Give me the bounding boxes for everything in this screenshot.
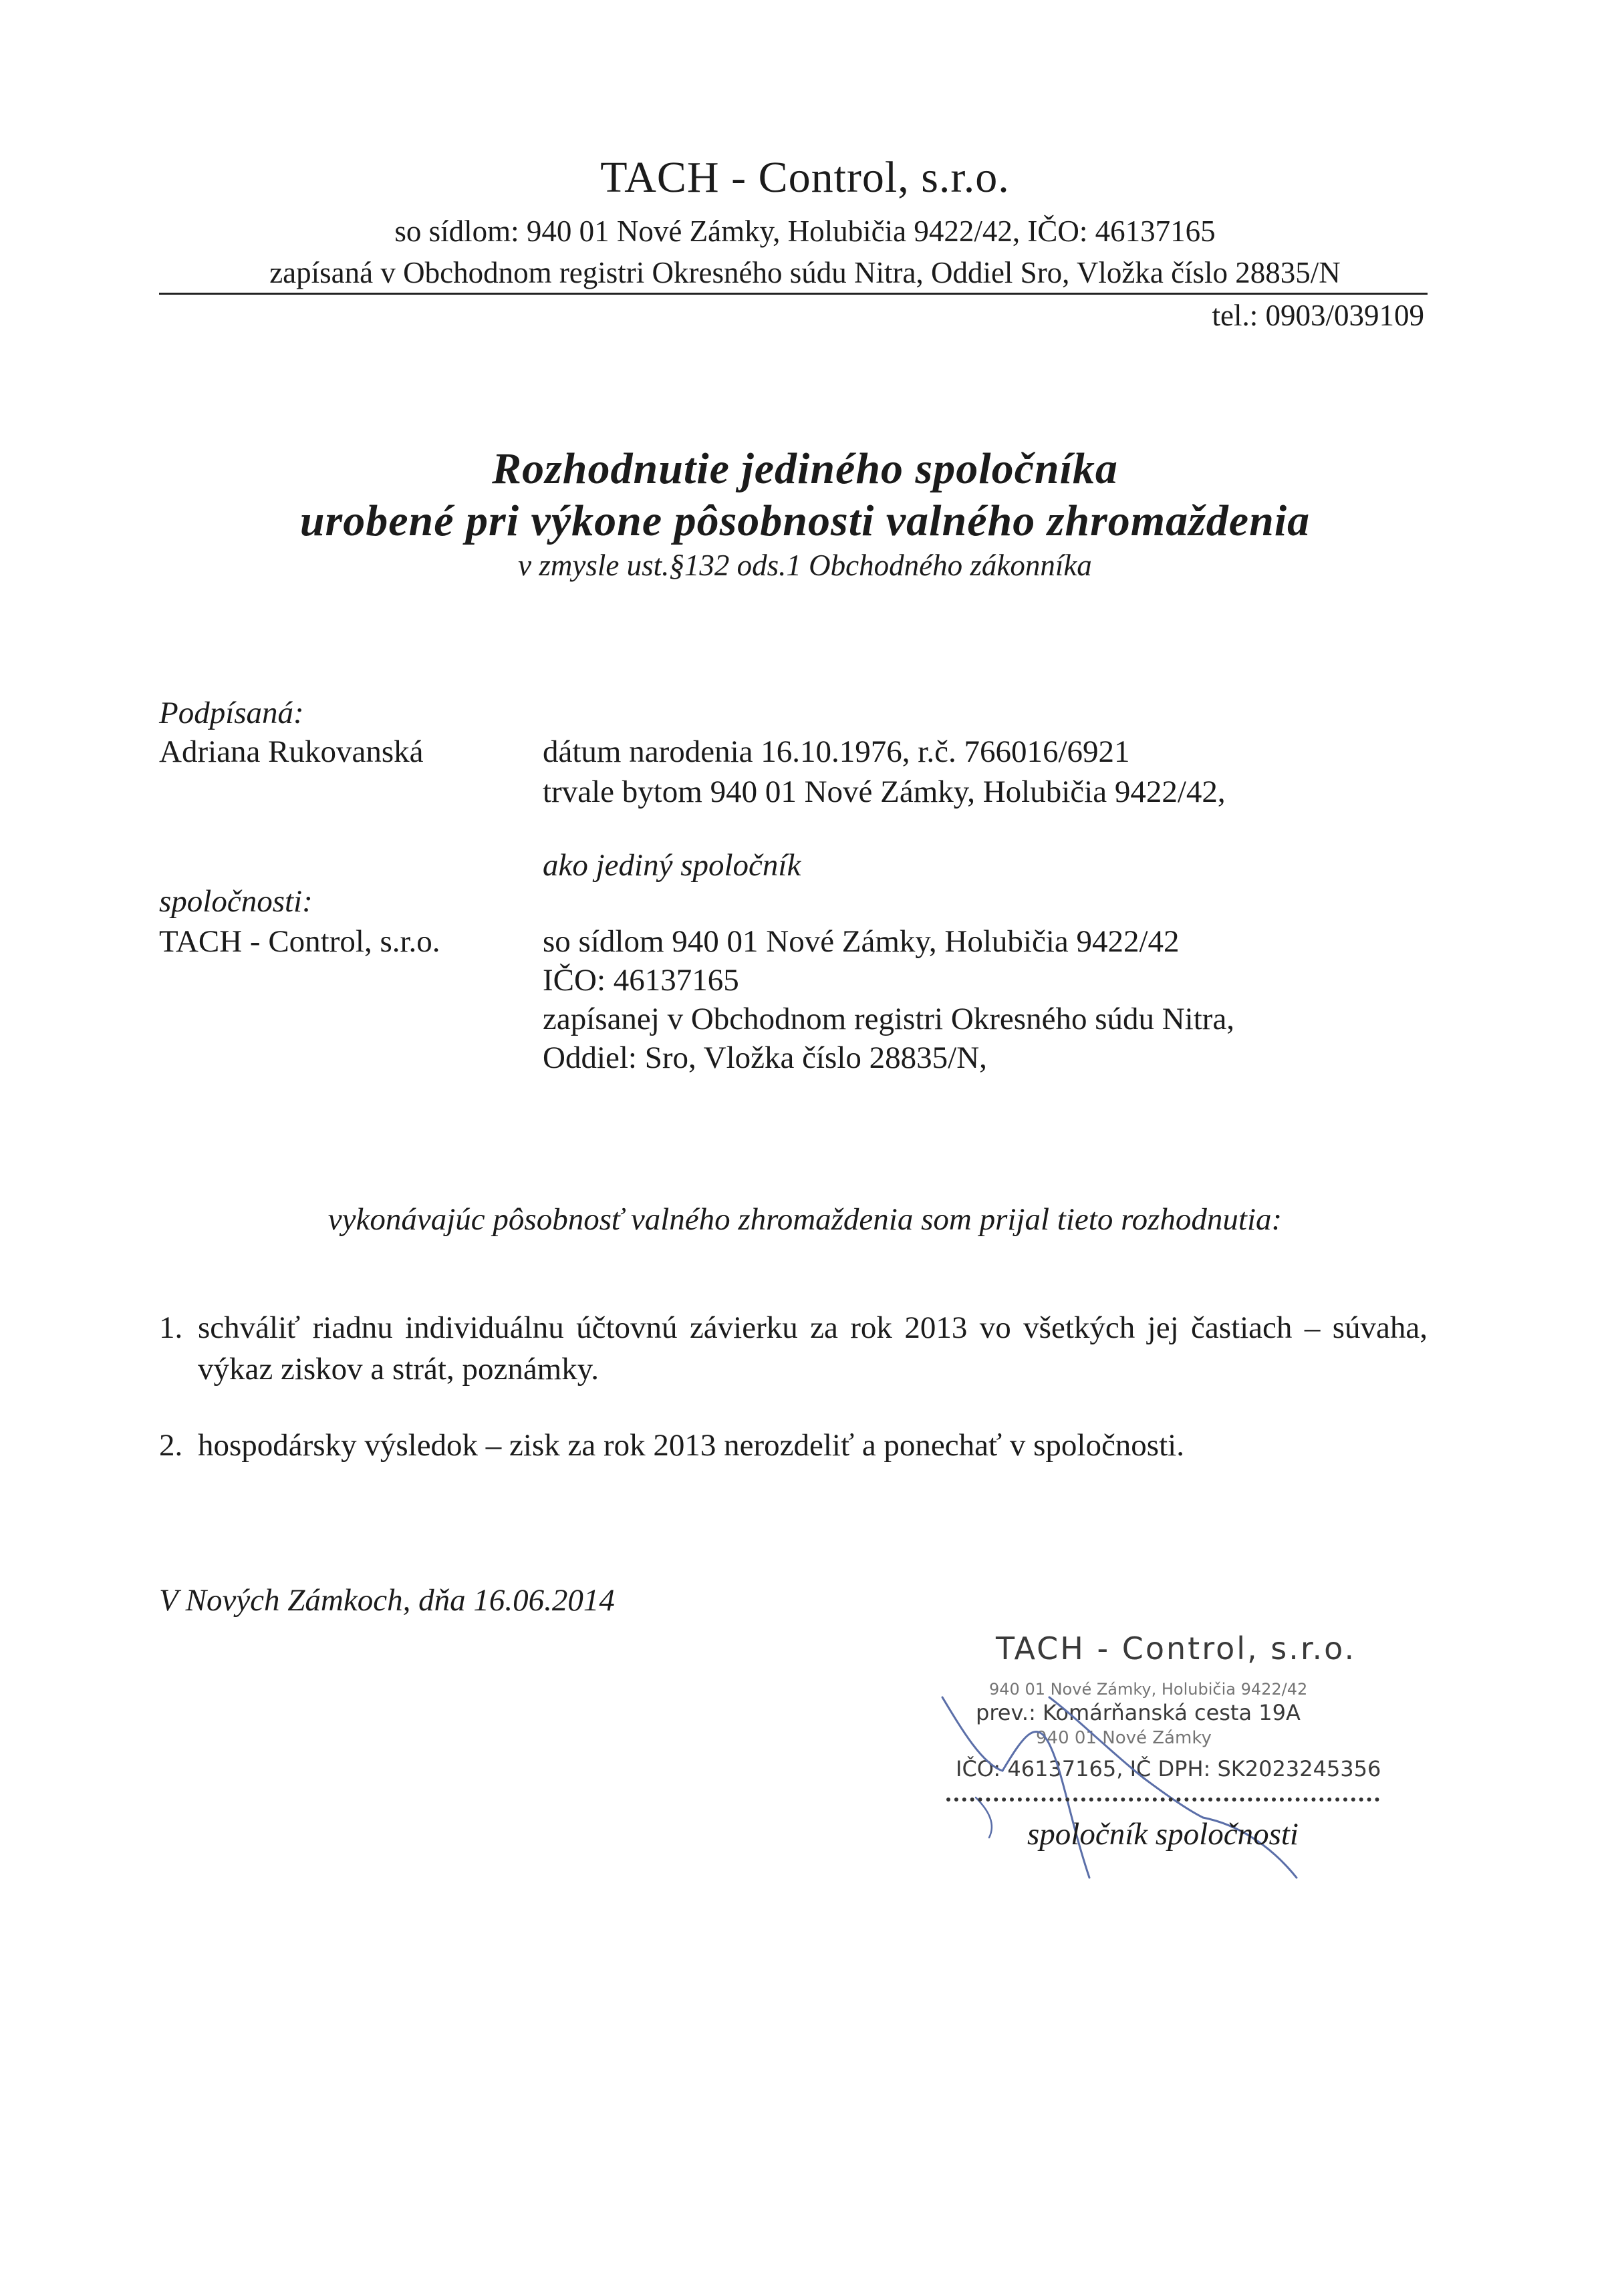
resolution-text: hospodársky výsledok – zisk za rok 2013 nerozdeliť a ponechať v spoločnosti. bbox=[198, 1428, 1184, 1463]
signatory-name: Adriana Rukovanská bbox=[159, 734, 424, 769]
resolution-text: schváliť riadnu individuálnu účtovnú závierku za rok 2013 vo všetkých jej častiach – súvaha, výkaz ziskov a strát, poznámky. bbox=[198, 1310, 1428, 1387]
signatory-birth: dátum narodenia 16.10.1976, r.č. 766016/6921 bbox=[543, 734, 1130, 769]
stamp-ids: IČO: 46137165, IČ DPH: SK2023245356 bbox=[956, 1756, 1381, 1781]
header-divider bbox=[159, 293, 1428, 295]
stamp-company-name: TACH - Control, s.r.o. bbox=[996, 1630, 1357, 1667]
company-seat: so sídlom: 940 01 Nové Zámky, Holubičia 9422/42, IČO: 46137165 bbox=[394, 214, 1216, 248]
place-and-date: V Nových Zámkoch, dňa 16.06.2014 bbox=[159, 1583, 615, 1618]
signature-label: spoločník spoločnosti bbox=[1027, 1817, 1299, 1852]
document-title-line-1: Rozhodnutie jediného spoločníka bbox=[492, 444, 1118, 493]
signatory-residence: trvale bytom 940 01 Nové Zámky, Holubičia 9422/42, bbox=[543, 774, 1226, 809]
resolution-number: 2. bbox=[159, 1428, 183, 1463]
signatory-role: ako jediný spoločník bbox=[543, 848, 801, 883]
handwritten-signature bbox=[922, 1657, 1337, 1911]
document-title-line-2: urobené pri výkone pôsobnosti valného zhromaždenia bbox=[299, 496, 1311, 545]
signatory-label: Podpísaná: bbox=[159, 696, 304, 730]
resolution-item bbox=[159, 1425, 1428, 1466]
company-label: spoločnosti: bbox=[159, 884, 313, 919]
company-block-register-2: Oddiel: Sro, Vložka číslo 28835/N, bbox=[543, 1040, 987, 1075]
resolution-item bbox=[159, 1307, 1428, 1390]
stamp-address: 940 01 Nové Zámky, Holubičia 9422/42 bbox=[989, 1680, 1308, 1699]
stamp-branch: prev.: Komárňanská cesta 19A bbox=[976, 1700, 1301, 1725]
company-block-ico: IČO: 46137165 bbox=[543, 963, 739, 998]
stamp-city: 940 01 Nové Zámky bbox=[1036, 1728, 1212, 1748]
company-phone: tel.: 0903/039109 bbox=[1212, 299, 1424, 332]
company-block-register-1: zapísanej v Obchodnom registri Okresného súdu Nitra, bbox=[543, 1002, 1235, 1036]
resolutions-intro: vykonávajúc pôsobnosť valného zhromaždenia som prijal tieto rozhodnutia: bbox=[327, 1202, 1283, 1237]
company-block-seat: so sídlom 940 01 Nové Zámky, Holubičia 9422/42 bbox=[543, 924, 1180, 959]
company-register: zapísaná v Obchodnom registri Okresného súdu Nitra, Oddiel Sro, Vložka číslo 28835/N bbox=[269, 256, 1341, 289]
signature-dotted-line bbox=[946, 1798, 1379, 1802]
company-name: TACH - Control, s.r.o. bbox=[600, 153, 1010, 202]
resolution-number: 1. bbox=[159, 1310, 183, 1345]
company-block-name: TACH - Control, s.r.o. bbox=[159, 924, 440, 959]
document-subtitle: v zmysle ust.§132 ods.1 Obchodného zákonníka bbox=[518, 549, 1092, 582]
